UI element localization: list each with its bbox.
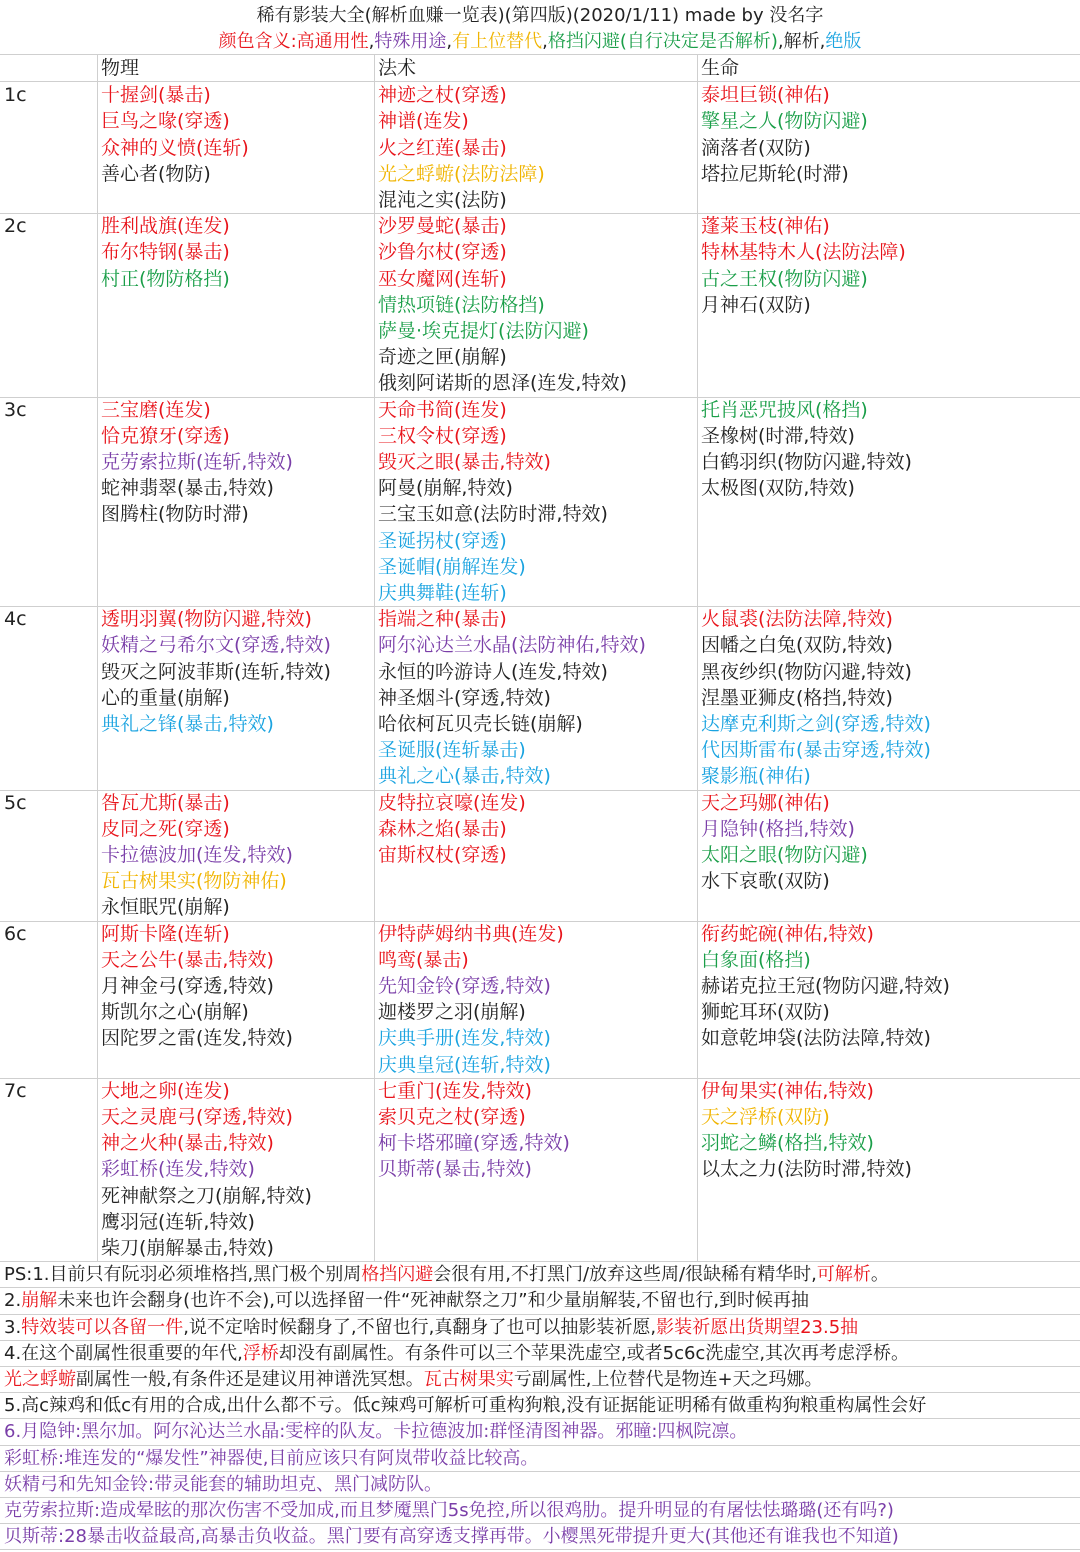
equipment-item: 鹰羽冠(连斩,特效)	[101, 1210, 255, 1233]
equipment-item: 太阳之眼(物防闪避)	[701, 844, 868, 866]
equipment-item: 毁灭之眼(暴击,特效)	[378, 451, 551, 473]
equipment-item: 神谱(连发)	[378, 110, 469, 133]
equipment-item: 贝斯蒂(暴击,特效)	[378, 1158, 532, 1181]
note-line	[4, 1341, 1076, 1367]
equipment-item: 托肖恶咒披风(格挡)	[701, 398, 868, 421]
equipment-item: 庆典舞鞋(连斩)	[378, 582, 507, 604]
note-line	[4, 1498, 1076, 1524]
equipment-item: 衔药蛇碗(神佑,特效)	[701, 922, 874, 945]
note-segment: 崩解	[21, 1290, 58, 1312]
legend-part: 解析	[783, 31, 820, 52]
grid-line	[374, 54, 375, 1261]
equipment-item: 布尔特钢(暴击)	[101, 241, 230, 264]
equipment-item: 白鹤羽织(物防闪避,特效)	[701, 451, 912, 473]
legend-part: 高通用性	[296, 31, 369, 52]
equipment-item: 月神石(双防)	[701, 293, 811, 316]
legend-part: 绝版	[825, 31, 862, 52]
legend-part: ,	[819, 31, 826, 52]
equipment-item: 神之火种(暴击,特效)	[101, 1132, 274, 1155]
grid-line	[697, 54, 698, 1261]
equipment-item: 阿曼(崩解,特效)	[378, 477, 513, 500]
note-line	[4, 1419, 1076, 1445]
tier-label: 3c	[4, 398, 27, 421]
note-segment: 6.月隐钟:黑尔加。阿尔沁达兰水晶:雯梓的队友。卡拉德波加:群怪清图神器。邪瞳:四枫院凛。	[4, 1421, 748, 1443]
equipment-item: 沙罗曼蛇(暴击)	[378, 215, 507, 238]
equipment-item: 特林基特木人(法防法障)	[701, 241, 906, 264]
equipment-item: 村正(物防格挡)	[101, 267, 230, 290]
equipment-item: 鸣鸾(暴击)	[378, 948, 469, 971]
equipment-item: 哈依柯瓦贝壳长链(崩解)	[378, 713, 583, 735]
note-segment: 特效装可以各留一件	[21, 1316, 184, 1338]
equipment-item: 如意乾坤袋(法防法障,特效)	[701, 1027, 931, 1050]
equipment-item: 天之浮桥(双防)	[701, 1106, 830, 1128]
tier-label: 6c	[4, 922, 27, 945]
equipment-item: 死神献祭之刀(崩解,特效)	[101, 1184, 312, 1207]
equipment-item: 咎瓦尤斯(暴击)	[101, 791, 230, 814]
equipment-item: 天命书简(连发)	[378, 398, 507, 421]
equipment-item: 代因斯雷布(暴击穿透,特效)	[701, 739, 931, 762]
equipment-item: 因幡之白兔(双防,特效)	[701, 634, 893, 657]
equipment-item: 卡拉德波加(连发,特效)	[101, 844, 293, 866]
equipment-item: 指端之种(暴击)	[378, 608, 507, 631]
equipment-item: 以太之力(法防时滞,特效)	[701, 1158, 912, 1181]
equipment-item: 俄刻阿诺斯的恩泽(连发,特效)	[378, 372, 627, 395]
equipment-item: 庆典手册(连发,特效)	[378, 1027, 551, 1050]
equipment-item: 月神金弓(穿透,特效)	[101, 975, 274, 997]
equipment-item: 柯卡塔邪瞳(穿透,特效)	[378, 1132, 570, 1155]
equipment-item: 伊甸果实(神佑,特效)	[701, 1079, 874, 1102]
legend-part: 特殊用途	[374, 31, 447, 52]
equipment-item: 赫诺克拉王冠(物防闪避,特效)	[701, 975, 950, 997]
equipment-item: 神迹之杖(穿透)	[378, 84, 507, 107]
equipment-item: 典礼之锋(暴击,特效)	[101, 713, 274, 735]
equipment-item: 圣诞帽(崩解连发)	[378, 555, 526, 578]
legend-part: ,	[542, 31, 548, 52]
note-segment: 影装祈愿出货期望23.5抽	[656, 1316, 859, 1338]
equipment-item: 白象面(格挡)	[701, 948, 811, 971]
equipment-item: 斯凯尔之心(崩解)	[101, 1001, 249, 1024]
note-line	[4, 1262, 1076, 1288]
equipment-item: 阿尔沁达兰水晶(法防神佑,特效)	[378, 634, 646, 657]
note-segment: 贝斯蒂:28暴击收益最高,高暴击负收益。黑门要有高穿透支撑再带。小樱黑死带提升更大(其他还有谁我也不知道)	[4, 1526, 899, 1548]
equipment-item: 天之灵鹿弓(穿透,特效)	[101, 1106, 293, 1128]
note-segment: 光之蜉蝣	[4, 1369, 76, 1390]
note-segment: 亏副属性,上位替代是物连+天之玛娜。	[513, 1369, 823, 1390]
equipment-item: 瓦古树果实(物防神佑)	[101, 870, 287, 893]
color-legend	[0, 30, 1080, 54]
equipment-item: 古之王权(物防闪避)	[701, 267, 868, 290]
note-segment: 副属性一般,有条件还是建议用神谱洗冥想。	[76, 1369, 424, 1390]
equipment-item: 圣诞服(连斩暴击)	[378, 739, 526, 762]
equipment-item: 塔拉尼斯轮(时滞)	[701, 162, 849, 185]
note-line	[4, 1393, 1076, 1419]
equipment-item: 皮特拉哀嚎(连发)	[378, 791, 526, 814]
tier-label: 7c	[4, 1079, 27, 1102]
equipment-item: 迦楼罗之羽(崩解)	[378, 1001, 526, 1024]
note-segment: 妖精弓和先知金铃:带灵能套的辅助坦克、黑门减防队。	[4, 1473, 443, 1495]
equipment-item: 恰克獠牙(穿透)	[101, 424, 230, 447]
note-segment: 格挡闪避	[361, 1264, 434, 1286]
note-segment: 3.	[4, 1316, 22, 1338]
equipment-item: 毁灭之阿波菲斯(连斩,特效)	[101, 660, 331, 683]
equipment-item: 阿斯卡隆(连斩)	[101, 922, 230, 945]
note-segment: 。	[870, 1264, 889, 1286]
equipment-item: 月隐钟(格挡,特效)	[701, 817, 855, 840]
equipment-item: 三宝磨(连发)	[101, 398, 211, 421]
equipment-item: 萨曼·埃克提灯(法防闪避)	[378, 320, 589, 342]
equipment-item: 蛇神翡翠(暴击,特效)	[101, 477, 274, 500]
column-header-life: 生命	[701, 57, 740, 79]
equipment-item: 妖精之弓希尔文(穿透,特效)	[101, 634, 331, 657]
equipment-item: 蓬莱玉枝(神佑)	[701, 215, 830, 238]
equipment-item: 奇迹之匣(崩解)	[378, 346, 507, 369]
equipment-item: 十握剑(暴击)	[101, 84, 211, 107]
equipment-item: 宙斯权杖(穿透)	[378, 844, 507, 866]
equipment-item: 克劳索拉斯(连斩,特效)	[101, 451, 293, 473]
note-segment: 彩虹桥:堆连发的“爆发性”神器使,目前应该只有阿岚带收益比较高。	[4, 1447, 539, 1469]
tier-label: 2c	[4, 215, 27, 238]
equipment-item: 皮同之死(穿透)	[101, 817, 230, 840]
note-line	[4, 1446, 1076, 1472]
equipment-item: 庆典皇冠(连斩,特效)	[378, 1053, 551, 1076]
equipment-item: 神圣烟斗(穿透,特效)	[378, 686, 551, 709]
legend-part: 颜色含义:	[218, 31, 297, 52]
equipment-item: 光之蜉蝣(法防法障)	[378, 162, 545, 185]
equipment-item: 圣诞拐杖(穿透)	[378, 529, 507, 552]
note-segment: 2.	[4, 1290, 22, 1312]
equipment-item: 太极图(双防,特效)	[701, 477, 855, 500]
note-segment: 4.在这个副属性很重要的年代,	[4, 1342, 243, 1364]
note-segment: PS:1.目前只有阮羽必须堆格挡,黑门极个别周	[4, 1264, 362, 1286]
equipment-item: 达摩克利斯之剑(穿透,特效)	[701, 713, 931, 735]
equipment-item: 永恒的吟游诗人(连发,特效)	[378, 660, 608, 683]
equipment-item: 大地之卵(连发)	[101, 1079, 230, 1102]
equipment-item: 沙鲁尔杖(穿透)	[378, 241, 507, 264]
equipment-item: 永恒眠咒(崩解)	[101, 896, 230, 919]
legend-part: ,	[446, 31, 453, 52]
note-line	[4, 1367, 1076, 1393]
equipment-item: 透明羽翼(物防闪避,特效)	[101, 608, 312, 631]
equipment-item: 先知金铃(穿透,特效)	[378, 975, 551, 997]
equipment-item: 众神的义愤(连斩)	[101, 136, 249, 159]
column-header-magic: 法术	[378, 57, 417, 79]
equipment-item: 七重门(连发,特效)	[378, 1079, 532, 1102]
note-segment: ,说不定啥时候翻身了,不留也行,真翻身了也可以抽影装祈愿,	[183, 1316, 657, 1338]
note-segment: 瓦古树果实	[423, 1369, 514, 1390]
equipment-item: 火鼠裘(法防法障,特效)	[701, 608, 893, 631]
grid-line	[0, 1549, 1080, 1550]
equipment-item: 图腾柱(物防时滞)	[101, 503, 249, 526]
equipment-item: 巨鸟之喙(穿透)	[101, 110, 230, 133]
equipment-item: 滴落者(双防)	[701, 136, 811, 159]
equipment-item: 心的重量(崩解)	[101, 686, 230, 709]
equipment-item: 狮蛇耳环(双防)	[701, 1001, 830, 1024]
equipment-item: 巫女魔网(连斩)	[378, 267, 507, 290]
note-line	[4, 1524, 1076, 1550]
legend-part: ,	[368, 31, 375, 52]
tier-label: 5c	[4, 791, 27, 814]
legend-part: 格挡闪避(自行决定是否解析)	[547, 31, 778, 52]
tier-label: 4c	[4, 608, 27, 631]
equipment-item: 善心者(物防)	[101, 162, 211, 185]
equipment-item: 聚影瓶(神佑)	[701, 765, 811, 788]
legend-part: ,	[777, 31, 784, 52]
equipment-item: 森林之焰(暴击)	[378, 817, 507, 840]
note-line	[4, 1472, 1076, 1498]
equipment-item: 黑夜纱织(物防闪避,特效)	[701, 660, 912, 683]
equipment-item: 三权令杖(穿透)	[378, 424, 507, 447]
equipment-item: 典礼之心(暴击,特效)	[378, 765, 551, 788]
equipment-item: 圣橡树(时滞,特效)	[701, 424, 855, 447]
equipment-item: 火之红莲(暴击)	[378, 136, 507, 159]
sheet-title: 稀有影装大全(解析血赚一览表)(第四版)(2020/1/11) made by 没名字	[256, 5, 824, 26]
note-segment: 浮桥	[242, 1342, 279, 1364]
note-segment: 会很有用,不打黑门/放弃这些周/很缺稀有精华时,	[433, 1264, 817, 1286]
equipment-item: 三宝玉如意(法防时滞,特效)	[378, 503, 608, 526]
equipment-item: 彩虹桥(连发,特效)	[101, 1158, 255, 1181]
equipment-item: 涅墨亚狮皮(格挡,特效)	[701, 686, 893, 709]
equipment-item: 泰坦巨锁(神佑)	[701, 84, 830, 107]
note-line	[4, 1288, 1076, 1314]
equipment-item: 混沌之实(法防)	[378, 189, 507, 211]
equipment-item: 擎星之人(物防闪避)	[701, 110, 868, 133]
tier-label: 1c	[4, 84, 27, 107]
column-header-physical: 物理	[101, 57, 140, 79]
equipment-item: 羽蛇之鳞(格挡,特效)	[701, 1132, 874, 1155]
grid-line	[97, 54, 98, 1261]
equipment-item: 胜利战旗(连发)	[101, 215, 230, 238]
note-segment: 克劳索拉斯:造成晕眩的那次伤害不受加成,而且梦魇黑门5s免控,所以很鸡肋。提升明显的有屠怯怯璐璐(还有吗?)	[4, 1500, 894, 1521]
equipment-item: 索贝克之杖(穿透)	[378, 1106, 526, 1128]
equipment-item: 天之玛娜(神佑)	[701, 791, 830, 814]
note-line	[4, 1315, 1076, 1341]
equipment-item: 水下哀歌(双防)	[701, 870, 830, 893]
equipment-item: 因陀罗之雷(连发,特效)	[101, 1027, 293, 1050]
equipment-item: 伊特萨姆纳书典(连发)	[378, 922, 564, 945]
note-segment: 5.高c辣鸡和低c有用的合成,出什么都不亏。低c辣鸡可解析可重构狗粮,没有证据能证明稀有做重构狗粮重构属性会好	[4, 1395, 927, 1417]
note-segment: 可解析	[816, 1264, 871, 1286]
note-segment: 却没有副属性。有条件可以三个苹果洗虚空,或者5c6c洗虚空,其次再考虑浮桥。	[278, 1342, 910, 1364]
grid-line	[0, 54, 1080, 55]
note-segment: 未来也许会翻身(也许不会),可以选择留一件“死神献祭之刀”和少量崩解装,不留也行,到时候再抽	[57, 1290, 810, 1312]
legend-part: 有上位替代	[452, 31, 543, 52]
equipment-item: 天之公牛(暴击,特效)	[101, 948, 274, 971]
equipment-item: 情热项链(法防格挡)	[378, 293, 545, 316]
equipment-item: 柴刀(崩解暴击,特效)	[101, 1237, 274, 1259]
